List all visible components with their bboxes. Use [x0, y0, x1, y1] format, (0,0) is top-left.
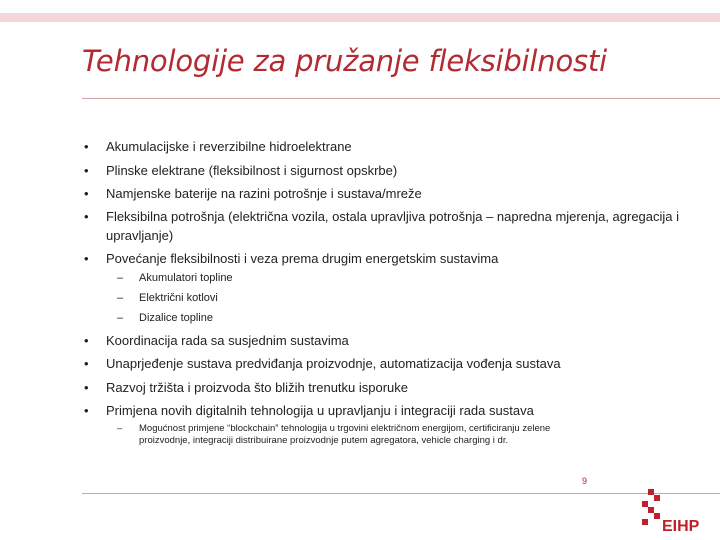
logo-square	[648, 507, 654, 513]
slide-title: Tehnologije za pružanje fleksibilnosti	[82, 44, 607, 78]
top-decorative-band	[0, 13, 720, 22]
logo-square	[642, 501, 648, 507]
bullet-item	[84, 184, 422, 203]
note-sub-bullet	[117, 423, 599, 447]
bullet-item	[84, 207, 696, 245]
bullet-text: Akumulacijske i reverzibilne hidroelektrane	[106, 139, 352, 154]
logo-square	[648, 489, 654, 495]
title-divider	[82, 98, 720, 99]
sub-bullet-item	[117, 311, 213, 325]
page-number: 9	[582, 476, 588, 486]
logo-square	[654, 513, 660, 519]
bullet-text: Povećanje fleksibilnosti i veza prema drugim energetskim sustavima	[106, 251, 499, 266]
bullet-marker: •	[84, 251, 89, 266]
bullet-item	[84, 137, 352, 156]
bullet-item	[84, 354, 561, 373]
logo-square	[642, 519, 648, 525]
bullet-marker: •	[84, 356, 89, 371]
bullet-text: Fleksibilna potrošnja (električna vozila, ostala upravljiva potrošnja – napredna mjerenja, agregacija i upravljanje)	[106, 209, 680, 243]
bullet-marker: •	[84, 139, 89, 154]
bullet-text: Unaprjeđenje sustava predviđanja proizvodnje, automatizacija vođenja sustava	[106, 356, 561, 371]
bullet-marker: •	[84, 209, 89, 224]
sub-bullet-item	[117, 291, 218, 305]
note-text: Mogućnost primjene “blockchain” tehnologija u trgovini električnom energijom, certificiranju zelene proizvodnje, integraciji distribuirane proizvodnje putem agregatora, vehicle charging i dr.	[139, 423, 551, 446]
bullet-text: Namjenske baterije na razini potrošnje i sustava/mreže	[106, 186, 422, 201]
bullet-item	[84, 331, 349, 350]
bullet-text: Plinske elektrane (fleksibilnost i sigurnost opskrbe)	[106, 163, 398, 178]
sub-bullet-text: Dizalice topline	[139, 312, 213, 324]
bullet-marker: •	[84, 163, 89, 178]
eihp-logo	[640, 487, 718, 537]
bullet-marker: •	[84, 186, 89, 201]
sub-bullet-marker: –	[117, 272, 124, 284]
bullet-text: Koordinacija rada sa susjednim sustavima	[106, 333, 349, 348]
footer-divider	[82, 493, 720, 494]
bullet-item	[84, 249, 499, 268]
sub-bullet-text: Akumulatori topline	[139, 272, 233, 284]
logo-text: EIHP	[662, 518, 700, 535]
bullet-text: Razvoj tržišta i proizvoda što bližih trenutku isporuke	[106, 380, 409, 395]
sub-bullet-marker: –	[117, 292, 124, 304]
bullet-item	[84, 401, 534, 420]
bullet-marker: •	[84, 333, 89, 348]
sub-bullet-marker: –	[117, 423, 123, 434]
sub-bullet-item	[117, 271, 233, 285]
sub-bullet-text: Električni kotlovi	[139, 292, 218, 304]
logo-square	[654, 495, 660, 501]
bullet-item	[84, 161, 398, 180]
sub-bullet-marker: –	[117, 312, 124, 324]
bullet-text: Primjena novih digitalnih tehnologija u upravljanju i integraciji rada sustava	[106, 403, 534, 418]
bullet-marker: •	[84, 380, 89, 395]
bullet-item	[84, 378, 409, 397]
bullet-marker: •	[84, 403, 89, 418]
